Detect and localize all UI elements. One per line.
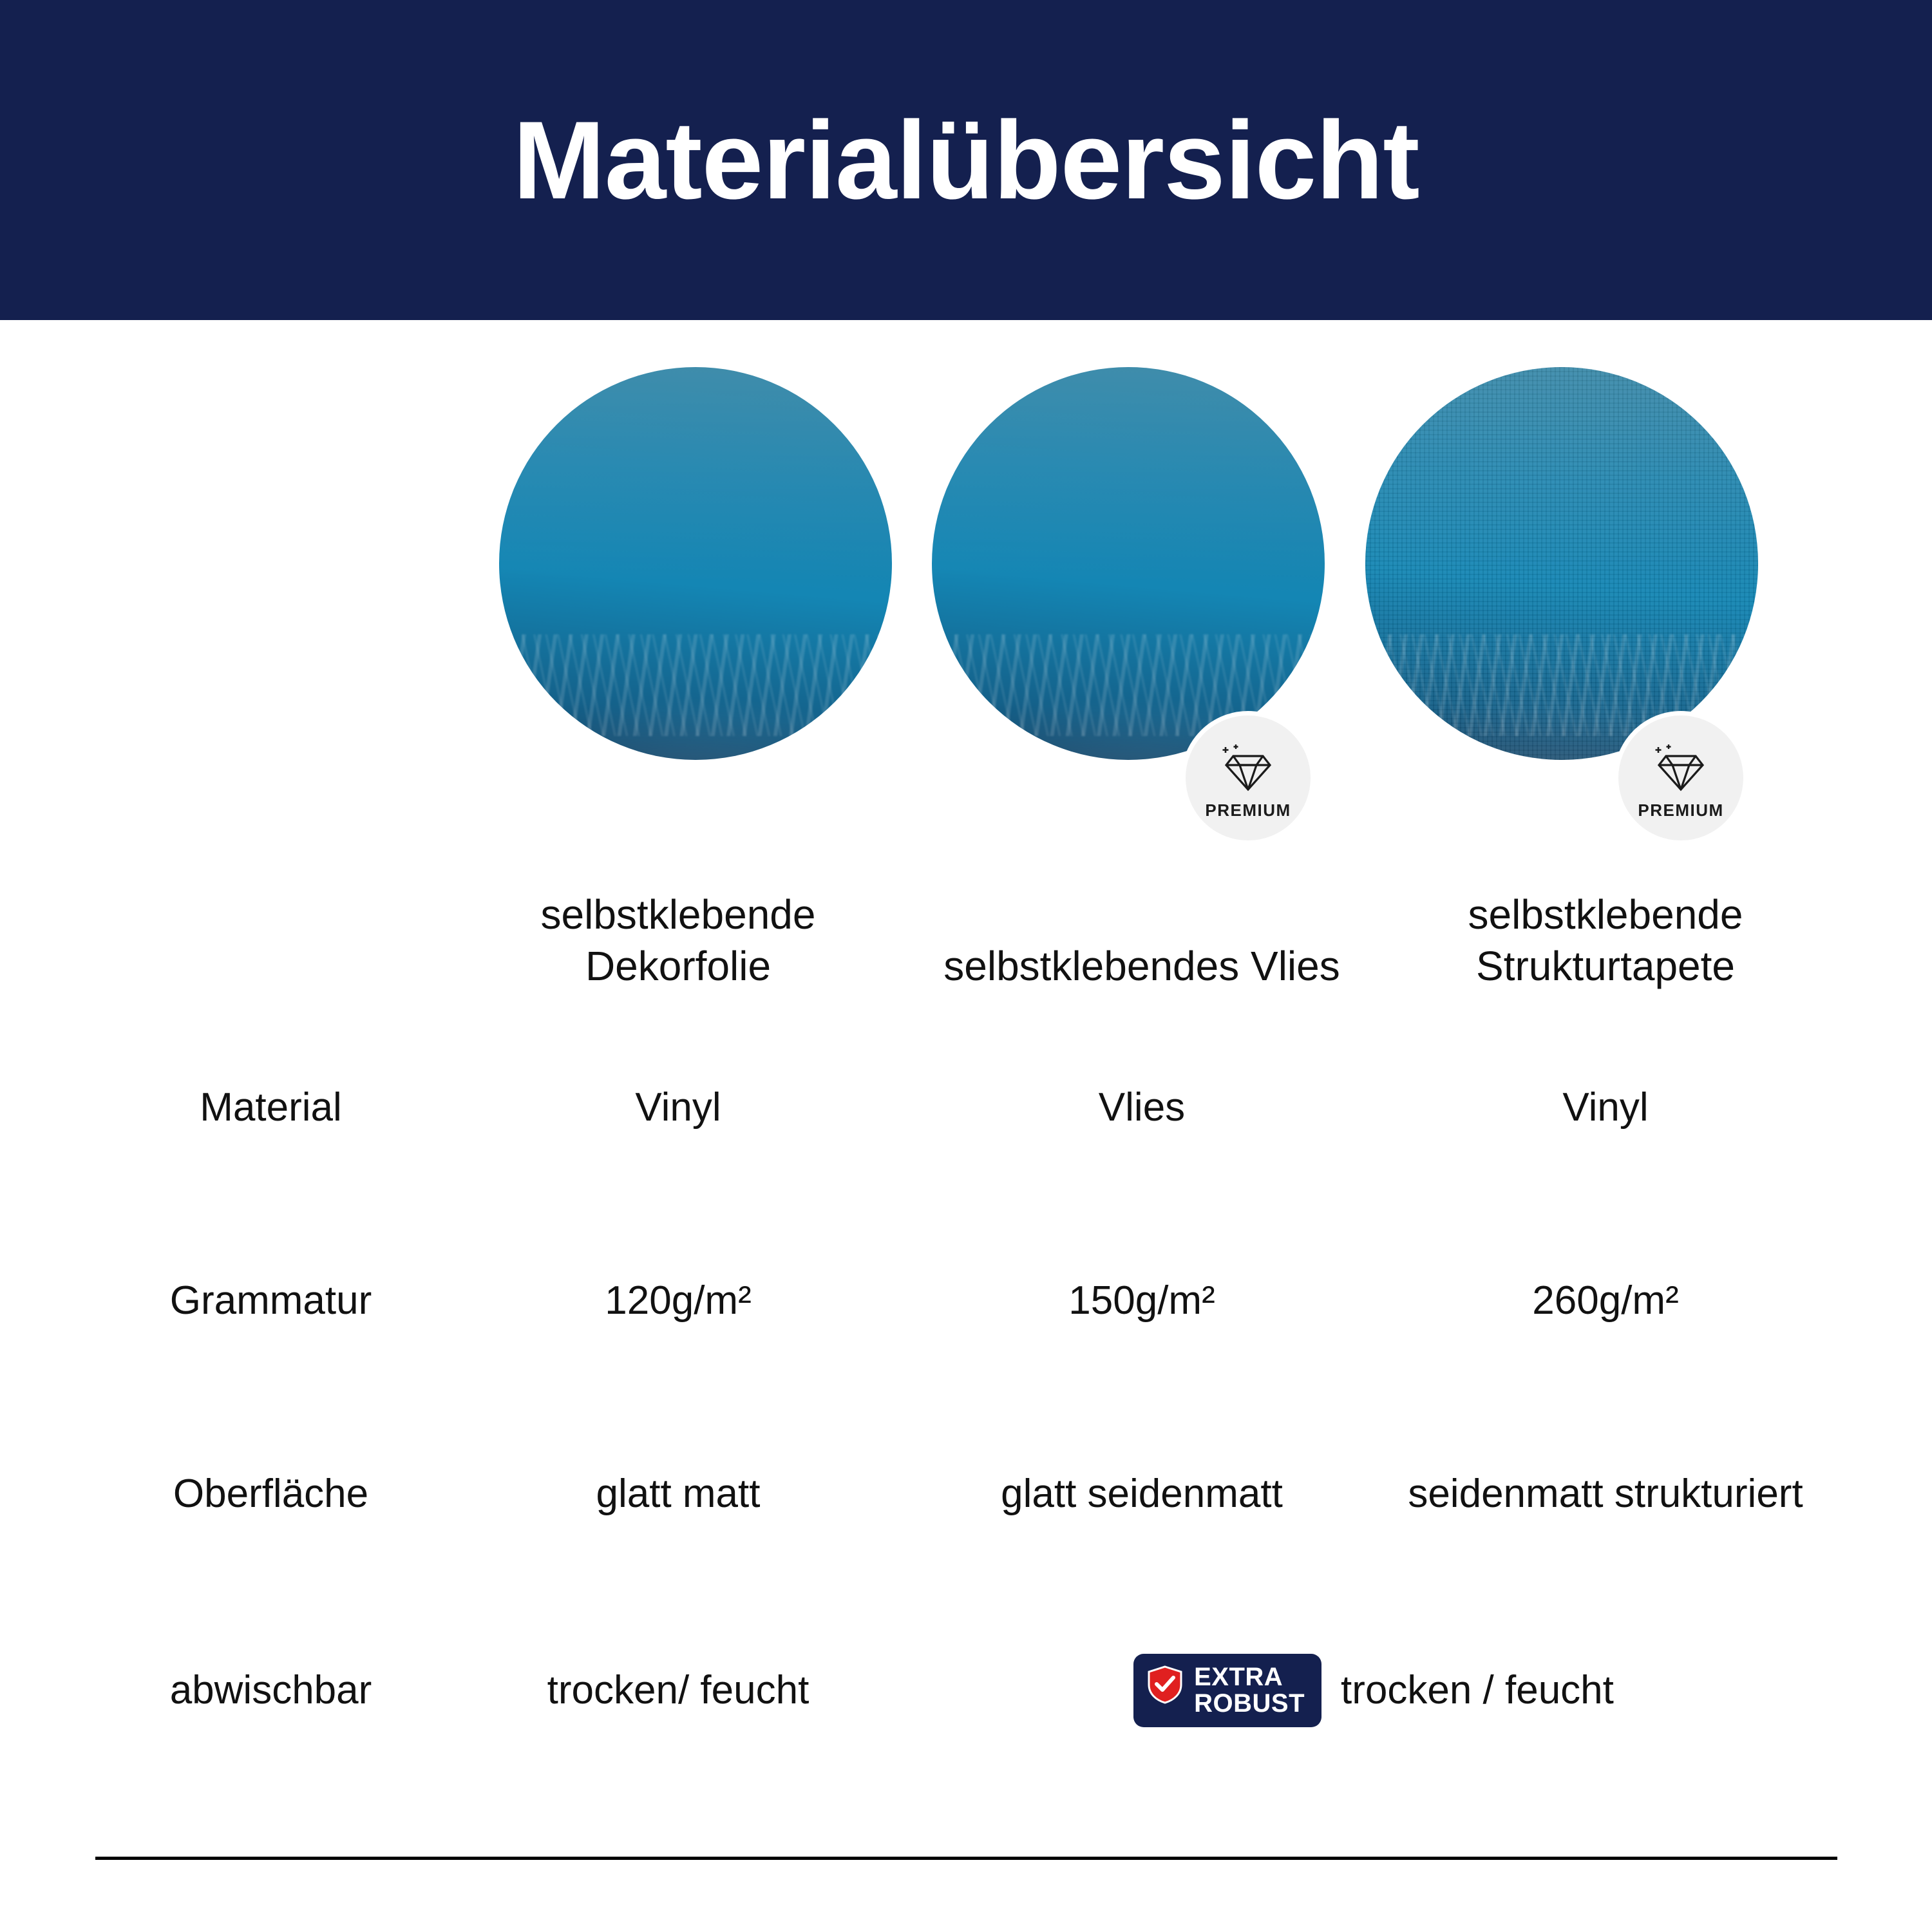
- cell-grammatur-vlies: 150g/m²: [1068, 1278, 1215, 1323]
- premium-badge-label: PREMIUM: [1205, 800, 1291, 820]
- extra-robust-label: [1194, 1664, 1305, 1717]
- cell-oberflaeche-vlies: glatt seidenmatt: [1001, 1472, 1283, 1517]
- cell-abwischbar-vlies-strukturtapete: [910, 1591, 1837, 1790]
- cell-material-strukturtapete: Vinyl: [1562, 1085, 1649, 1130]
- cell-abwischbar-dekorfolie: trocken/ feucht: [547, 1668, 810, 1713]
- diamond-icon: [1653, 742, 1709, 797]
- table-row: [95, 1591, 1837, 1790]
- premium-badge-label: PREMIUM: [1638, 800, 1724, 820]
- column-header-dekorfolie: selbstklebende Dekorfolie: [540, 891, 816, 989]
- extra-robust-line2: ROBUST: [1194, 1689, 1305, 1718]
- cell-material-dekorfolie: Vinyl: [635, 1085, 721, 1130]
- swatch-row: [0, 361, 1932, 820]
- row-label-abwischbar: abwischbar: [169, 1668, 372, 1713]
- swatch-dekorfolie: [499, 367, 892, 760]
- cell-grammatur-dekorfolie: 120g/m²: [605, 1278, 752, 1323]
- extra-robust-line1: EXTRA: [1194, 1663, 1283, 1692]
- table-bottom-rule: [95, 1857, 1837, 1860]
- column-header-strukturtapete: selbstklebende Strukturtapete: [1468, 891, 1743, 989]
- premium-badge: [1614, 711, 1748, 845]
- table-row: [95, 1011, 1837, 1204]
- table-row: [95, 1397, 1837, 1591]
- water-pattern-image: [499, 367, 892, 760]
- table-row: [95, 1204, 1837, 1397]
- cell-grammatur-strukturtapete: 260g/m²: [1532, 1278, 1679, 1323]
- page-header: [0, 0, 1932, 320]
- cell-oberflaeche-dekorfolie: glatt matt: [596, 1472, 761, 1517]
- table-corner-cell: [95, 863, 446, 1011]
- cell-material-vlies: Vlies: [1098, 1085, 1186, 1130]
- material-comparison-table: [95, 863, 1837, 1790]
- cell-oberflaeche-strukturtapete: seidenmatt strukturiert: [1408, 1472, 1803, 1517]
- row-label-grammatur: Grammatur: [169, 1278, 372, 1323]
- table-header-row: [95, 863, 1837, 1011]
- premium-badge: [1181, 711, 1315, 845]
- swatch-strukturtapete: [1365, 367, 1758, 760]
- shield-check-icon: [1146, 1665, 1184, 1717]
- water-pattern-image: [932, 367, 1325, 760]
- page-title: Materialübersicht: [513, 98, 1419, 222]
- texture-overlay: [1365, 367, 1758, 760]
- row-label-oberflaeche: Oberfläche: [173, 1472, 369, 1517]
- diamond-icon: [1220, 742, 1276, 797]
- row-label-material: Material: [200, 1085, 342, 1130]
- cell-abwischbar-value: trocken / feucht: [1341, 1668, 1614, 1713]
- column-header-vlies: selbstklebendes Vlies: [943, 943, 1340, 989]
- swatch-vlies: [932, 367, 1325, 760]
- extra-robust-badge: [1133, 1654, 1321, 1727]
